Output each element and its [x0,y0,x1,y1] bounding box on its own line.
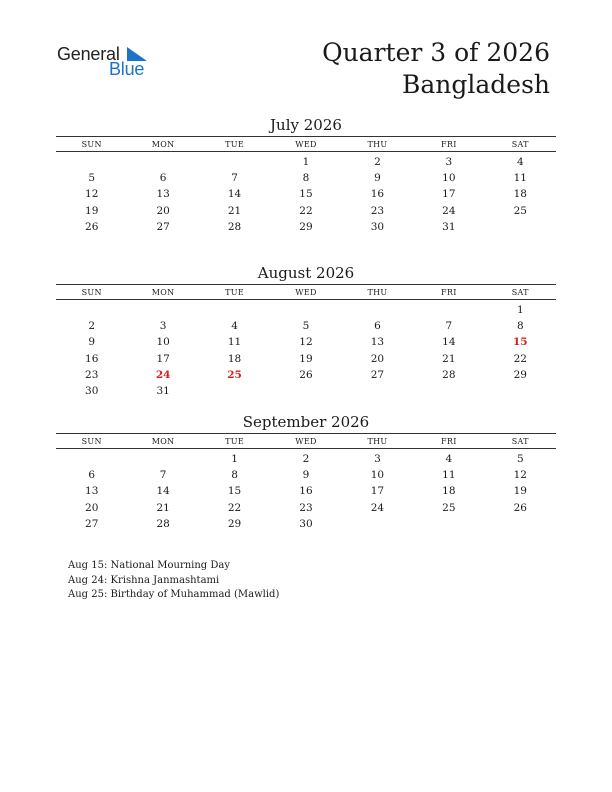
day-cell: 26 [513,501,527,514]
month-title: July 2026 [270,116,342,134]
holiday-day-cell: 15 [512,336,528,349]
weekday-header: TUE [225,287,244,297]
day-cell: 31 [156,384,170,397]
weekday-header: SAT [511,436,529,446]
day-cell: 14 [156,485,170,498]
day-cell: 21 [442,352,456,365]
month-calendar [56,412,556,532]
empty-day-cell [127,154,198,170]
day-cell: 24 [370,501,385,514]
day-cell: 14 [442,336,456,349]
holiday-day-cell: 24 [155,368,171,381]
day-cell: 10 [370,469,385,482]
day-cell: 7 [231,172,238,185]
day-cell: 12 [85,188,99,201]
weekday-header: FRI [441,287,457,297]
day-cell: 19 [299,352,313,365]
day-cell: 17 [156,352,170,365]
day-cell: 21 [227,204,242,217]
day-cell: 8 [231,469,238,482]
day-cell: 12 [513,469,527,482]
day-cell: 16 [370,188,385,201]
day-cell: 30 [370,220,385,233]
weekday-header: FRI [441,436,457,446]
day-cell: 16 [299,485,313,498]
weekday-header: WED [295,139,317,149]
weekday-header: FRI [441,139,457,149]
day-cell: 4 [516,156,524,168]
quarter-title: Quarter 3 of 2026 [322,38,550,67]
weekday-header: MON [151,139,175,149]
holiday-note: Aug 24: Krishna Janmashtami [68,574,220,586]
day-cell: 4 [231,320,238,333]
days-grid [56,451,556,532]
month-title: August 2026 [257,264,355,282]
day-cell: 7 [445,320,453,333]
weekday-header: MON [151,436,175,446]
day-cell: 11 [227,336,242,349]
month-title: September 2026 [242,413,370,431]
day-cell: 18 [442,485,456,498]
day-cell: 3 [445,156,453,168]
empty-day-cell [56,154,127,170]
day-cell: 30 [299,517,313,530]
weekday-header: THU [367,287,388,297]
day-cell: 22 [513,352,527,365]
weekday-header: THU [367,436,388,446]
day-cell: 29 [513,368,527,381]
logo-text-general: General [57,44,120,64]
day-cell: 18 [227,352,242,365]
weekday-header: MON [151,287,175,297]
weekday-header: SUN [81,139,102,149]
weekday-header-row [56,284,556,300]
day-cell: 1 [516,304,524,316]
day-cell: 8 [302,172,310,185]
empty-day-cell [199,154,270,170]
empty-day-cell [413,302,484,318]
day-cell: 29 [227,517,242,530]
day-cell: 22 [299,204,313,217]
weekday-header-row [56,433,556,449]
empty-day-cell [127,302,198,318]
day-cell: 9 [302,469,310,482]
day-cell: 23 [370,204,385,217]
day-cell: 6 [374,320,381,333]
page-title [322,37,550,101]
empty-day-cell [199,302,270,318]
day-cell: 9 [374,172,381,185]
weekday-header: SAT [511,139,529,149]
day-cell: 5 [516,453,524,465]
day-cell: 1 [302,156,310,168]
day-cell: 5 [88,172,96,185]
day-cell: 16 [85,352,99,365]
day-cell: 17 [442,188,456,201]
logo-text-blue: Blue [109,59,145,79]
day-cell: 15 [299,188,313,201]
holiday-note: Aug 25: Birthday of Muhammad (Mawlid) [68,589,280,600]
weekday-header: THU [367,139,388,149]
holiday-day-cell: 25 [227,368,242,381]
day-cell: 25 [513,204,527,217]
day-cell: 25 [442,501,456,514]
day-cell: 2 [302,453,310,465]
weekday-header: WED [295,436,317,446]
day-cell: 7 [159,469,167,482]
month-calendar [56,115,556,235]
holiday-notes [68,559,279,603]
day-cell: 27 [156,220,170,233]
day-cell: 13 [370,336,385,349]
day-cell: 9 [88,336,96,349]
weekday-header: TUE [225,436,244,446]
day-cell: 2 [374,156,381,168]
day-cell: 20 [85,501,99,514]
day-cell: 12 [299,336,313,349]
empty-day-cell [56,302,127,318]
day-cell: 14 [227,188,242,201]
day-cell: 6 [159,172,167,185]
weekday-header: WED [295,287,317,297]
day-cell: 4 [445,453,453,465]
day-cell: 11 [513,172,527,185]
day-cell: 19 [85,204,99,217]
country-title: Bangladesh [401,70,550,99]
day-cell: 23 [299,501,313,514]
day-cell: 26 [299,368,313,381]
day-cell: 24 [442,204,456,217]
day-cell: 27 [85,517,99,530]
day-cell: 27 [370,368,385,381]
day-cell: 13 [85,485,99,498]
day-cell: 21 [156,501,170,514]
weekday-header: SUN [81,287,102,297]
day-cell: 20 [156,204,170,217]
day-cell: 20 [370,352,385,365]
day-cell: 5 [302,320,310,333]
weekday-header-row [56,136,556,152]
weekday-header: TUE [225,139,244,149]
empty-day-cell [270,302,341,318]
day-cell: 3 [159,320,167,333]
day-cell: 18 [513,188,527,201]
day-cell: 28 [156,517,170,530]
logo [57,44,167,84]
day-cell: 28 [227,220,242,233]
day-cell: 29 [299,220,313,233]
weekday-header: SUN [81,436,102,446]
day-cell: 1 [231,453,238,465]
day-cell: 3 [374,453,381,465]
month-calendar [56,263,556,399]
days-grid [56,154,556,235]
weekday-header: SAT [511,287,529,297]
day-cell: 17 [370,485,385,498]
day-cell: 28 [442,368,456,381]
day-cell: 10 [442,172,456,185]
day-cell: 8 [516,320,524,333]
day-cell: 6 [88,469,96,482]
day-cell: 2 [88,320,96,333]
empty-day-cell [127,451,198,467]
day-cell: 11 [442,469,456,482]
day-cell: 22 [227,501,242,514]
day-cell: 10 [156,336,170,349]
empty-day-cell [342,302,413,318]
day-cell: 31 [442,220,456,233]
day-cell: 26 [85,220,99,233]
days-grid [56,302,556,399]
day-cell: 19 [513,485,527,498]
empty-day-cell [56,451,127,467]
day-cell: 13 [156,188,170,201]
day-cell: 23 [85,368,99,381]
day-cell: 30 [85,384,99,397]
holiday-note: Aug 15: National Mourning Day [68,560,231,571]
day-cell: 15 [227,485,242,498]
